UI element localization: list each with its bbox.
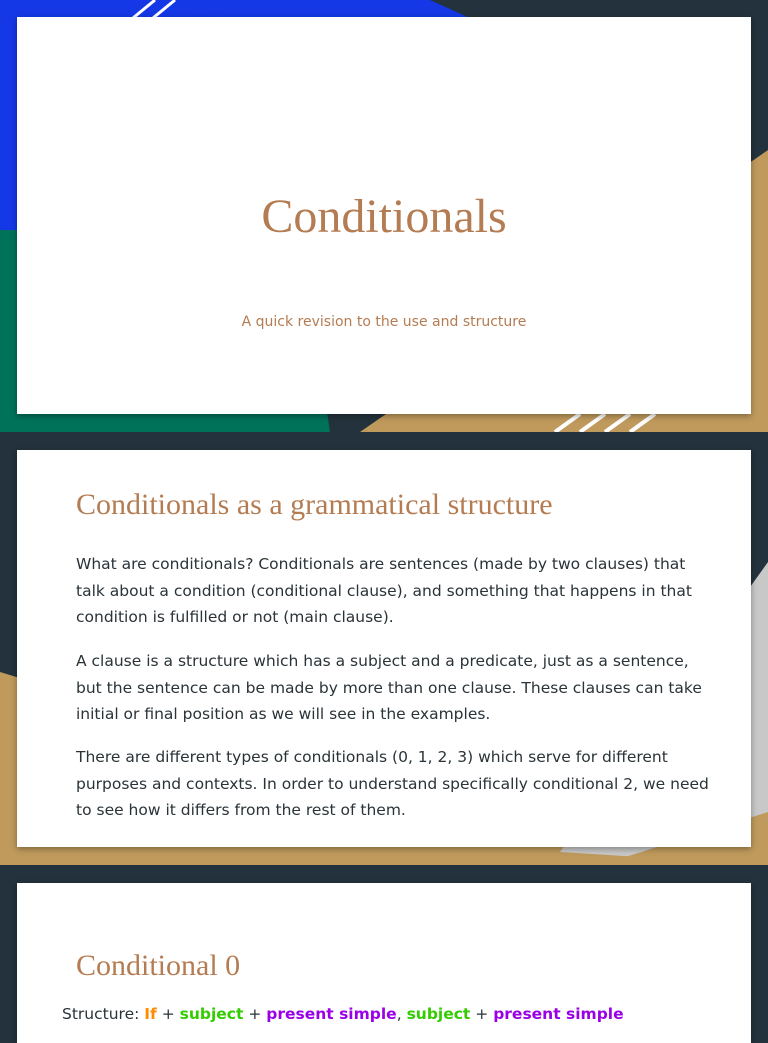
paragraph-types: There are different types of conditionals (0, 1, 2, 3) which serve for different purposes and contexts. In order to understand specifically conditional 2, we need to see how it differs from the rest of them. (76, 748, 709, 819)
presentation-title: Conditionals (261, 190, 507, 243)
structure-plus-2: + (243, 1005, 267, 1023)
conditional-0-slide-card (17, 883, 751, 1043)
structure-label: Structure: (62, 1005, 145, 1023)
structure-plus-1: + (156, 1005, 180, 1023)
presentation-subtitle: A quick revision to the use and structure (241, 314, 527, 330)
structure-plus-3: + (470, 1005, 494, 1023)
structure-present-simple-1: present simple (266, 1005, 397, 1023)
conditional-0-heading: Conditional 0 (76, 949, 241, 982)
structure-subject-1: subject (179, 1005, 244, 1023)
title-slide-card (17, 17, 751, 414)
grammar-slide-card (17, 450, 751, 847)
paragraph-definition: What are conditionals? Conditionals are sentences (made by two clauses) that talk about a condition (conditional clause), and something that happens in that condition is fulfilled or not (main clause). (76, 555, 692, 626)
structure-present-simple-2: present simple (493, 1005, 624, 1023)
grammar-heading: Conditionals as a grammatical structure (76, 488, 553, 521)
paragraph-clause: A clause is a structure which has a subject and a predicate, just as a sentence, but the sentence can be made by more than one clause. These clauses can take initial or final position as we will see in the examples. (76, 652, 702, 723)
conditional-0-structure (62, 1005, 624, 1023)
structure-subject-2: subject (406, 1005, 471, 1023)
structure-if: If (144, 1005, 157, 1023)
structure-comma: , (396, 1005, 407, 1023)
